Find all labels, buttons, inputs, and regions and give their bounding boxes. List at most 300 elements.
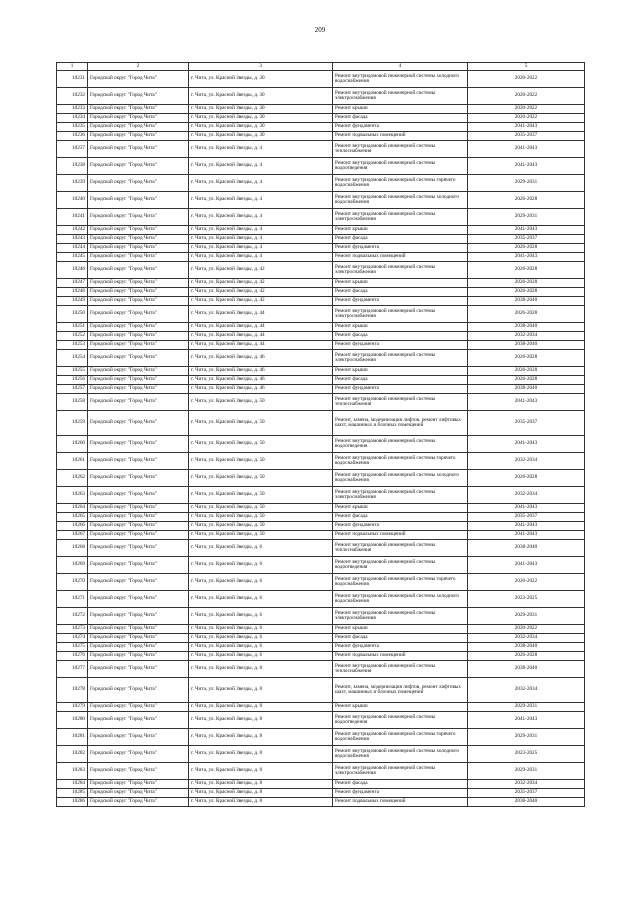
- municipality-cell: Городской округ "Город Чита": [88, 192, 189, 209]
- row-number: 10239: [57, 175, 88, 192]
- table-row: [57, 763, 585, 780]
- municipality-cell: Городской округ "Город Чита": [88, 436, 189, 453]
- column-number-row: [57, 63, 585, 71]
- work-type-cell: Ремонт внутридомовой инженерной системы водоотведения: [333, 158, 468, 175]
- work-type-cell: Ремонт фундамента: [333, 123, 468, 132]
- row-number: 10273: [57, 625, 88, 634]
- period-cell: 2029-2031: [468, 175, 585, 192]
- table-row: [57, 175, 585, 192]
- municipality-cell: Городской округ "Город Чита": [88, 453, 189, 470]
- municipality-cell: Городской округ "Город Чита": [88, 634, 189, 643]
- row-number: 10279: [57, 703, 88, 712]
- municipality-cell: Городской округ "Город Чита": [88, 262, 189, 279]
- column-number: 5: [468, 63, 585, 71]
- municipality-cell: Городской округ "Город Чита": [88, 712, 189, 729]
- table-row: [57, 123, 585, 132]
- municipality-cell: Городской округ "Город Чита": [88, 643, 189, 652]
- municipality-cell: Городской округ "Город Чита": [88, 253, 189, 262]
- row-number: 10266: [57, 522, 88, 531]
- row-number: 10256: [57, 376, 88, 385]
- page-number: 209: [314, 26, 326, 34]
- municipality-cell: Городской округ "Город Чита": [88, 88, 189, 105]
- period-cell: 2026-2028: [468, 288, 585, 297]
- address-cell: г. Чита, ул. Красной Звезды, д. 46: [189, 376, 333, 385]
- row-number: 10244: [57, 244, 88, 253]
- address-cell: г. Чита, ул. Красной Звезды, д. 6: [189, 643, 333, 652]
- period-cell: 2032-2034: [468, 453, 585, 470]
- row-number: 10245: [57, 253, 88, 262]
- table-row: [57, 341, 585, 350]
- address-cell: г. Чита, ул. Красной Звезды, д. 4: [189, 244, 333, 253]
- row-number: 10236: [57, 132, 88, 141]
- municipality-cell: Городской округ "Город Чита": [88, 114, 189, 123]
- address-cell: г. Чита, ул. Красной Звезды, д. 4: [189, 226, 333, 235]
- address-cell: г. Чита, ул. Красной Звезды, д. 44: [189, 323, 333, 332]
- period-cell: 2020-2022: [468, 114, 585, 123]
- row-number: 10247: [57, 279, 88, 288]
- work-type-cell: Ремонт фасада: [333, 513, 468, 522]
- row-number: 10240: [57, 192, 88, 209]
- work-type-cell: Ремонт внутридомовой инженерной системы холодного водоснабжения: [333, 746, 468, 763]
- work-type-cell: Ремонт, замена, модернизация лифтов, ремонт лифтовых шахт, машинных и блочных помещений: [333, 678, 468, 703]
- address-cell: г. Чита, ул. Красной Звезды, д. 30: [189, 132, 333, 141]
- row-number: 10257: [57, 385, 88, 394]
- row-number: 10249: [57, 297, 88, 306]
- address-cell: г. Чита, ул. Красной Звезды, д. 30: [189, 114, 333, 123]
- work-type-cell: Ремонт фундамента: [333, 297, 468, 306]
- table-row: [57, 262, 585, 279]
- municipality-cell: Городской округ "Город Чита": [88, 557, 189, 574]
- work-type-cell: Ремонт фундамента: [333, 643, 468, 652]
- period-cell: 2020-2022: [468, 574, 585, 591]
- table-row: [57, 226, 585, 235]
- address-cell: г. Чита, ул. Красной Звезды, д. 4: [189, 209, 333, 226]
- address-cell: г. Чита, ул. Красной Звезды, д. 44: [189, 332, 333, 341]
- work-type-cell: Ремонт внутридомовой инженерной системы электроснабжения: [333, 350, 468, 367]
- table-row: [57, 332, 585, 341]
- table-row: [57, 235, 585, 244]
- table-row: [57, 323, 585, 332]
- table-row: [57, 643, 585, 652]
- period-cell: 2026-2028: [468, 376, 585, 385]
- address-cell: г. Чита, ул. Красной Звезды, д. 46: [189, 350, 333, 367]
- table-row: [57, 678, 585, 703]
- row-number: 10265: [57, 513, 88, 522]
- table-row: [57, 703, 585, 712]
- address-cell: г. Чита, ул. Красной Звезды, д. 8: [189, 746, 333, 763]
- municipality-cell: Городской округ "Город Чита": [88, 522, 189, 531]
- work-type-cell: Ремонт крыши: [333, 367, 468, 376]
- period-cell: 2020-2022: [468, 105, 585, 114]
- municipality-cell: Городской округ "Город Чита": [88, 367, 189, 376]
- table-row: [57, 487, 585, 504]
- address-cell: г. Чита, ул. Красной Звезды, д. 6: [189, 625, 333, 634]
- work-type-cell: Ремонт внутридомовой инженерной системы горячего водоснабжения: [333, 175, 468, 192]
- table-row: [57, 114, 585, 123]
- period-cell: 2041-2043: [468, 141, 585, 158]
- table-row: [57, 350, 585, 367]
- work-type-cell: Ремонт внутридомовой инженерной системы электроснабжения: [333, 608, 468, 625]
- period-cell: 2020-2022: [468, 88, 585, 105]
- table-row: [57, 88, 585, 105]
- period-cell: 2035-2037: [468, 513, 585, 522]
- row-number: 10281: [57, 729, 88, 746]
- work-type-cell: Ремонт внутридомовой инженерной системы водоотведения: [333, 712, 468, 729]
- work-type-cell: Ремонт внутридомовой инженерной системы горячего водоснабжения: [333, 574, 468, 591]
- municipality-cell: Городской округ "Город Чита": [88, 71, 189, 88]
- period-cell: 2026-2028: [468, 279, 585, 288]
- period-cell: 2035-2037: [468, 789, 585, 798]
- row-number: 10260: [57, 436, 88, 453]
- table-row: [57, 712, 585, 729]
- work-type-cell: Ремонт внутридомовой инженерной системы водоотведения: [333, 557, 468, 574]
- row-number: 10274: [57, 634, 88, 643]
- address-cell: г. Чита, ул. Красной Звезды, д. 8: [189, 703, 333, 712]
- work-type-cell: Ремонт фасада: [333, 332, 468, 341]
- municipality-cell: Городской округ "Город Чита": [88, 487, 189, 504]
- address-cell: г. Чита, ул. Красной Звезды, д. 50: [189, 436, 333, 453]
- period-cell: 2041-2043: [468, 226, 585, 235]
- table-row: [57, 244, 585, 253]
- address-cell: г. Чита, ул. Красной Звезды, д. 6: [189, 557, 333, 574]
- work-type-cell: Ремонт фундамента: [333, 385, 468, 394]
- address-cell: г. Чита, ул. Красной Звезды, д. 6: [189, 540, 333, 557]
- municipality-cell: Городской округ "Город Чита": [88, 376, 189, 385]
- row-number: 10234: [57, 114, 88, 123]
- municipality-cell: Городской округ "Город Чита": [88, 798, 189, 807]
- municipality-cell: Городской округ "Город Чита": [88, 729, 189, 746]
- municipality-cell: Городской округ "Город Чита": [88, 235, 189, 244]
- address-cell: г. Чита, ул. Красной Звезды, д. 30: [189, 123, 333, 132]
- table-row: [57, 652, 585, 661]
- work-type-cell: Ремонт фундамента: [333, 522, 468, 531]
- address-cell: г. Чита, ул. Красной Звезды, д. 30: [189, 88, 333, 105]
- municipality-cell: Городской округ "Город Чита": [88, 625, 189, 634]
- address-cell: г. Чита, ул. Красной Звезды, д. 44: [189, 306, 333, 323]
- period-cell: 2026-2028: [468, 262, 585, 279]
- table-row: [57, 192, 585, 209]
- row-number: 10261: [57, 453, 88, 470]
- period-cell: 2041-2043: [468, 123, 585, 132]
- work-type-cell: Ремонт внутридомовой инженерной системы холодного водоснабжения: [333, 71, 468, 88]
- work-type-cell: Ремонт подвальных помещений: [333, 132, 468, 141]
- municipality-cell: Городской округ "Город Чита": [88, 703, 189, 712]
- work-type-cell: Ремонт подвальных помещений: [333, 798, 468, 807]
- work-type-cell: Ремонт внутридомовой инженерной системы водоотведения: [333, 436, 468, 453]
- row-number: 10253: [57, 341, 88, 350]
- address-cell: г. Чита, ул. Красной Звезды, д. 50: [189, 522, 333, 531]
- work-type-cell: Ремонт крыши: [333, 625, 468, 634]
- address-cell: г. Чита, ул. Красной Звезды, д. 8: [189, 712, 333, 729]
- work-type-cell: Ремонт внутридомовой инженерной системы электроснабжения: [333, 262, 468, 279]
- table-row: [57, 557, 585, 574]
- address-cell: г. Чита, ул. Красной Звезды, д. 4: [189, 158, 333, 175]
- row-number: 10272: [57, 608, 88, 625]
- address-cell: г. Чита, ул. Красной Звезды, д. 30: [189, 71, 333, 88]
- table-row: [57, 279, 585, 288]
- address-cell: г. Чита, ул. Красной Звезды, д. 6: [189, 634, 333, 643]
- municipality-cell: Городской округ "Город Чита": [88, 385, 189, 394]
- row-number: 10242: [57, 226, 88, 235]
- period-cell: 2041-2043: [468, 557, 585, 574]
- column-number: 1: [57, 63, 88, 71]
- period-cell: 2041-2043: [468, 531, 585, 540]
- work-type-cell: Ремонт внутридомовой инженерной системы теплоснабжения: [333, 540, 468, 557]
- period-cell: 2026-2028: [468, 350, 585, 367]
- work-type-cell: Ремонт внутридомовой инженерной системы электроснабжения: [333, 487, 468, 504]
- period-cell: 2041-2043: [468, 436, 585, 453]
- period-cell: 2035-2037: [468, 132, 585, 141]
- row-number: 10237: [57, 141, 88, 158]
- table-row: [57, 504, 585, 513]
- period-cell: 2038-2040: [468, 798, 585, 807]
- row-number: 10267: [57, 531, 88, 540]
- work-type-cell: Ремонт фундамента: [333, 341, 468, 350]
- period-cell: 2029-2031: [468, 763, 585, 780]
- period-cell: 2035-2037: [468, 411, 585, 436]
- period-cell: 2029-2031: [468, 209, 585, 226]
- period-cell: 2041-2043: [468, 253, 585, 262]
- work-type-cell: Ремонт фасада: [333, 634, 468, 643]
- municipality-cell: Городской округ "Город Чита": [88, 323, 189, 332]
- period-cell: 2041-2043: [468, 712, 585, 729]
- municipality-cell: Городской округ "Город Чита": [88, 789, 189, 798]
- period-cell: 2029-2031: [468, 703, 585, 712]
- table-row: [57, 591, 585, 608]
- work-type-cell: Ремонт внутридомовой инженерной системы электроснабжения: [333, 209, 468, 226]
- municipality-cell: Городской округ "Город Чита": [88, 394, 189, 411]
- row-number: 10238: [57, 158, 88, 175]
- municipality-cell: Городской округ "Город Чита": [88, 763, 189, 780]
- address-cell: г. Чита, ул. Красной Звезды, д. 4: [189, 235, 333, 244]
- period-cell: 2038-2040: [468, 297, 585, 306]
- municipality-cell: Городской округ "Город Чита": [88, 306, 189, 323]
- row-number: 10246: [57, 262, 88, 279]
- address-cell: г. Чита, ул. Красной Звезды, д. 50: [189, 411, 333, 436]
- table-row: [57, 470, 585, 487]
- table-row: [57, 522, 585, 531]
- address-cell: г. Чита, ул. Красной Звезды, д. 6: [189, 608, 333, 625]
- municipality-cell: Городской округ "Город Чита": [88, 332, 189, 341]
- period-cell: 2035-2037: [468, 235, 585, 244]
- table-row: [57, 661, 585, 678]
- work-type-cell: Ремонт крыши: [333, 504, 468, 513]
- municipality-cell: Городской округ "Город Чита": [88, 746, 189, 763]
- table-row: [57, 297, 585, 306]
- period-cell: 2029-2031: [468, 729, 585, 746]
- address-cell: г. Чита, ул. Красной Звезды, д. 50: [189, 513, 333, 522]
- table-row: [57, 625, 585, 634]
- table-row: [57, 634, 585, 643]
- table-row: [57, 531, 585, 540]
- address-cell: г. Чита, ул. Красной Звезды, д. 4: [189, 141, 333, 158]
- period-cell: 2029-2031: [468, 608, 585, 625]
- municipality-cell: Городской округ "Город Чита": [88, 531, 189, 540]
- table-row: [57, 141, 585, 158]
- period-cell: 2041-2043: [468, 504, 585, 513]
- row-number: 10262: [57, 470, 88, 487]
- address-cell: г. Чита, ул. Красной Звезды, д. 42: [189, 288, 333, 297]
- work-type-cell: Ремонт фасада: [333, 780, 468, 789]
- municipality-cell: Городской округ "Город Чита": [88, 411, 189, 436]
- period-cell: 2032-2034: [468, 332, 585, 341]
- table-row: [57, 513, 585, 522]
- column-number: 4: [333, 63, 468, 71]
- row-number: 10284: [57, 780, 88, 789]
- period-cell: 2020-2022: [468, 625, 585, 634]
- row-number: 10243: [57, 235, 88, 244]
- table-row: [57, 71, 585, 88]
- period-cell: 2026-2028: [468, 192, 585, 209]
- address-cell: г. Чита, ул. Красной Звезды, д. 30: [189, 105, 333, 114]
- work-type-cell: Ремонт фундамента: [333, 789, 468, 798]
- table-row: [57, 453, 585, 470]
- work-type-cell: Ремонт крыши: [333, 105, 468, 114]
- row-number: 10269: [57, 557, 88, 574]
- period-cell: 2038-2040: [468, 661, 585, 678]
- row-number: 10258: [57, 394, 88, 411]
- work-type-cell: Ремонт внутридомовой инженерной системы теплоснабжения: [333, 141, 468, 158]
- address-cell: г. Чита, ул. Красной Звезды, д. 50: [189, 470, 333, 487]
- period-cell: 2032-2034: [468, 487, 585, 504]
- row-number: 10233: [57, 105, 88, 114]
- municipality-cell: Городской округ "Город Чита": [88, 540, 189, 557]
- address-cell: г. Чита, ул. Красной Звезды, д. 8: [189, 763, 333, 780]
- table-row: [57, 376, 585, 385]
- address-cell: г. Чита, ул. Красной Звезды, д. 6: [189, 591, 333, 608]
- period-cell: 2032-2034: [468, 678, 585, 703]
- table-row: [57, 132, 585, 141]
- table-row: [57, 105, 585, 114]
- municipality-cell: Городской округ "Город Чита": [88, 288, 189, 297]
- period-cell: 2038-2040: [468, 341, 585, 350]
- period-cell: 2032-2034: [468, 634, 585, 643]
- repair-schedule-table: [56, 62, 585, 807]
- period-cell: 2020-2022: [468, 71, 585, 88]
- municipality-cell: Городской округ "Город Чита": [88, 652, 189, 661]
- address-cell: г. Чита, ул. Красной Звезды, д. 46: [189, 385, 333, 394]
- work-type-cell: Ремонт крыши: [333, 323, 468, 332]
- row-number: 10232: [57, 88, 88, 105]
- address-cell: г. Чита, ул. Красной Звезды, д. 50: [189, 504, 333, 513]
- table-row: [57, 540, 585, 557]
- row-number: 10259: [57, 411, 88, 436]
- period-cell: 2041-2043: [468, 522, 585, 531]
- table-row: [57, 288, 585, 297]
- municipality-cell: Городской округ "Город Чита": [88, 123, 189, 132]
- table-row: [57, 367, 585, 376]
- row-number: 10275: [57, 643, 88, 652]
- municipality-cell: Городской округ "Город Чита": [88, 244, 189, 253]
- municipality-cell: Городской округ "Город Чита": [88, 226, 189, 235]
- address-cell: г. Чита, ул. Красной Звезды, д. 50: [189, 394, 333, 411]
- row-number: 10283: [57, 763, 88, 780]
- municipality-cell: Городской округ "Город Чита": [88, 513, 189, 522]
- period-cell: 2023-2025: [468, 591, 585, 608]
- work-type-cell: Ремонт, замена, модернизация лифтов, ремонт лифтовых шахт, машинных и блочных помещений: [333, 411, 468, 436]
- row-number: 10251: [57, 323, 88, 332]
- work-type-cell: Ремонт внутридомовой инженерной системы холодного водоснабжения: [333, 591, 468, 608]
- table-row: [57, 385, 585, 394]
- address-cell: г. Чита, ул. Красной Звезды, д. 8: [189, 661, 333, 678]
- work-type-cell: Ремонт фундамента: [333, 244, 468, 253]
- address-cell: г. Чита, ул. Красной Звезды, д. 8: [189, 729, 333, 746]
- work-type-cell: Ремонт крыши: [333, 279, 468, 288]
- row-number: 10235: [57, 123, 88, 132]
- row-number: 10255: [57, 367, 88, 376]
- table-row: [57, 209, 585, 226]
- work-type-cell: Ремонт внутридомовой инженерной системы электроснабжения: [333, 88, 468, 105]
- row-number: 10276: [57, 652, 88, 661]
- address-cell: г. Чита, ул. Красной Звезды, д. 50: [189, 487, 333, 504]
- row-number: 10270: [57, 574, 88, 591]
- address-cell: г. Чита, ул. Красной Звезды, д. 8: [189, 798, 333, 807]
- address-cell: г. Чита, ул. Красной Звезды, д. 4: [189, 192, 333, 209]
- work-type-cell: Ремонт крыши: [333, 703, 468, 712]
- address-cell: г. Чита, ул. Красной Звезды, д. 4: [189, 253, 333, 262]
- work-type-cell: Ремонт подвальных помещений: [333, 531, 468, 540]
- address-cell: г. Чита, ул. Красной Звезды, д. 8: [189, 789, 333, 798]
- table-row: [57, 574, 585, 591]
- table-row: [57, 608, 585, 625]
- row-number: 10254: [57, 350, 88, 367]
- period-cell: 2038-2040: [468, 385, 585, 394]
- row-number: 10282: [57, 746, 88, 763]
- address-cell: г. Чита, ул. Красной Звезды, д. 42: [189, 297, 333, 306]
- municipality-cell: Городской округ "Город Чита": [88, 158, 189, 175]
- table-row: [57, 780, 585, 789]
- municipality-cell: Городской округ "Город Чита": [88, 591, 189, 608]
- period-cell: 2032-2034: [468, 780, 585, 789]
- period-cell: 2026-2028: [468, 652, 585, 661]
- address-cell: г. Чита, ул. Красной Звезды, д. 50: [189, 453, 333, 470]
- address-cell: г. Чита, ул. Красной Звезды, д. 4: [189, 175, 333, 192]
- work-type-cell: Ремонт внутридомовой инженерной системы горячего водоснабжения: [333, 729, 468, 746]
- work-type-cell: Ремонт фасада: [333, 235, 468, 244]
- row-number: 10252: [57, 332, 88, 341]
- period-cell: 2038-2040: [468, 643, 585, 652]
- period-cell: 2023-2025: [468, 746, 585, 763]
- work-type-cell: Ремонт фасада: [333, 114, 468, 123]
- address-cell: г. Чита, ул. Красной Звезды, д. 6: [189, 652, 333, 661]
- address-cell: г. Чита, ул. Красной Звезды, д. 46: [189, 367, 333, 376]
- work-type-cell: Ремонт фасада: [333, 288, 468, 297]
- work-type-cell: Ремонт внутридомовой инженерной системы теплоснабжения: [333, 394, 468, 411]
- municipality-cell: Городской округ "Город Чита": [88, 574, 189, 591]
- municipality-cell: Городской округ "Город Чита": [88, 350, 189, 367]
- table-row: [57, 158, 585, 175]
- table-row: [57, 394, 585, 411]
- municipality-cell: Городской округ "Город Чита": [88, 341, 189, 350]
- row-number: 10231: [57, 71, 88, 88]
- address-cell: г. Чита, ул. Красной Звезды, д. 42: [189, 279, 333, 288]
- municipality-cell: Городской округ "Город Чита": [88, 175, 189, 192]
- table-row: [57, 798, 585, 807]
- work-type-cell: Ремонт внутридомовой инженерной системы электроснабжения: [333, 763, 468, 780]
- municipality-cell: Городской округ "Город Чита": [88, 105, 189, 114]
- work-type-cell: Ремонт фасада: [333, 376, 468, 385]
- row-number: 10286: [57, 798, 88, 807]
- work-type-cell: Ремонт внутридомовой инженерной системы теплоснабжения: [333, 661, 468, 678]
- period-cell: 2026-2028: [468, 306, 585, 323]
- row-number: 10278: [57, 678, 88, 703]
- address-cell: г. Чита, ул. Красной Звезды, д. 44: [189, 341, 333, 350]
- table-row: [57, 436, 585, 453]
- row-number: 10248: [57, 288, 88, 297]
- period-cell: 2041-2043: [468, 158, 585, 175]
- period-cell: 2026-2028: [468, 244, 585, 253]
- work-type-cell: Ремонт подвальных помещений: [333, 253, 468, 262]
